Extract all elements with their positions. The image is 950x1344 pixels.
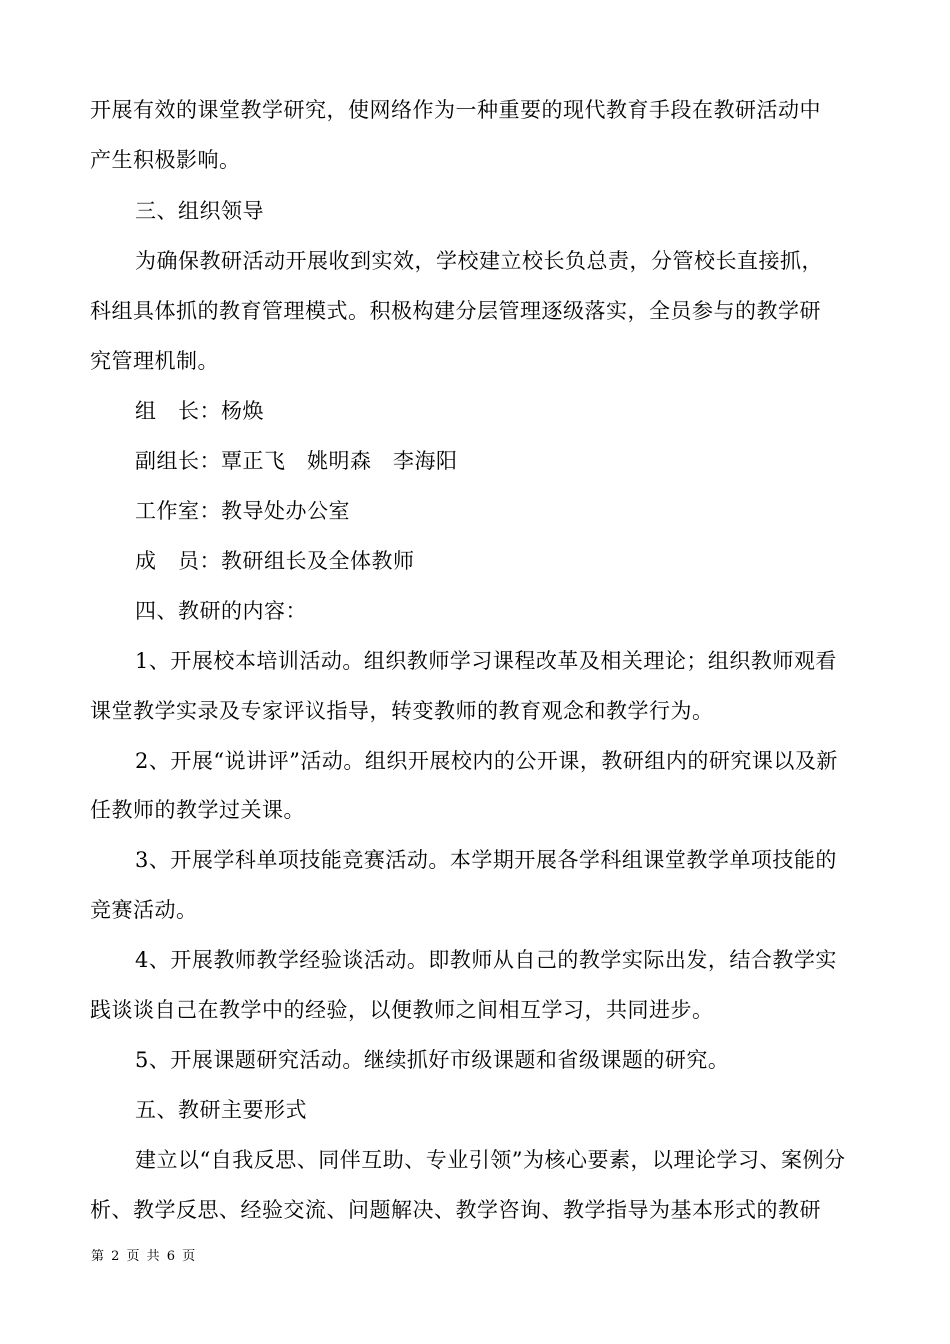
content-item-4: 4、开展教师教学经验谈活动。即教师从自己的教学实际出发，结合教学实 [135, 948, 837, 972]
content-item-1: 1、开展校本培训活动。组织教师学习课程改革及相关理论；组织教师观看 [135, 649, 837, 673]
text-line-22: 建立以“自我反思、同伴互助、专业引领”为核心要素，以理论学习、案例分 [135, 1148, 846, 1172]
content-item-3-cont: 竞赛活动。 [90, 898, 198, 922]
content-item-5: 5、开展课题研究活动。继续抓好市级课题和省级课题的研究。 [135, 1048, 730, 1072]
text-line-23: 析、教学反思、经验交流、问题解决、教学咨询、教学指导为基本形式的教研 [90, 1198, 821, 1222]
section-heading-5: 五、教研主要形式 [135, 1098, 307, 1122]
member-office-line: 工作室：教导处办公室 [135, 499, 350, 523]
page-number-footer: 第 2 页 共 6 页 [91, 1249, 196, 1264]
section-heading-3: 三、组织领导 [135, 199, 264, 223]
content-item-2-cont: 任教师的教学过关课。 [90, 798, 305, 822]
text-line-1: 开展有效的课堂教学研究，使网络作为一种重要的现代教育手段在教研活动中 [90, 98, 821, 122]
member-leader-line: 组 长：杨焕 [135, 399, 264, 423]
member-staff-line: 成 员：教研组长及全体教师 [135, 549, 415, 573]
section-heading-4: 四、教研的内容： [135, 599, 307, 623]
content-item-4-cont: 践谈谈自己在教学中的经验，以便教师之间相互学习，共同进步。 [90, 998, 714, 1022]
text-line-5: 科组具体抓的教育管理模式。积极构建分层管理逐级落实，全员参与的教学研 [90, 299, 821, 323]
text-line-2: 产生积极影响。 [90, 148, 241, 172]
content-item-2: 2、开展“说讲评”活动。组织开展校内的公开课，教研组内的研究课以及新 [135, 749, 838, 773]
text-line-6: 究管理机制。 [90, 349, 219, 373]
member-deputy-line: 副组长：覃正飞 姚明森 李海阳 [135, 449, 458, 473]
text-line-4: 为确保教研活动开展收到实效，学校建立校长负总责，分管校长直接抓， [135, 249, 823, 273]
content-item-3: 3、开展学科单项技能竞赛活动。本学期开展各学科组课堂教学单项技能的 [135, 848, 837, 872]
content-item-1-cont: 课堂教学实录及专家评议指导，转变教师的教育观念和教学行为。 [90, 699, 714, 723]
